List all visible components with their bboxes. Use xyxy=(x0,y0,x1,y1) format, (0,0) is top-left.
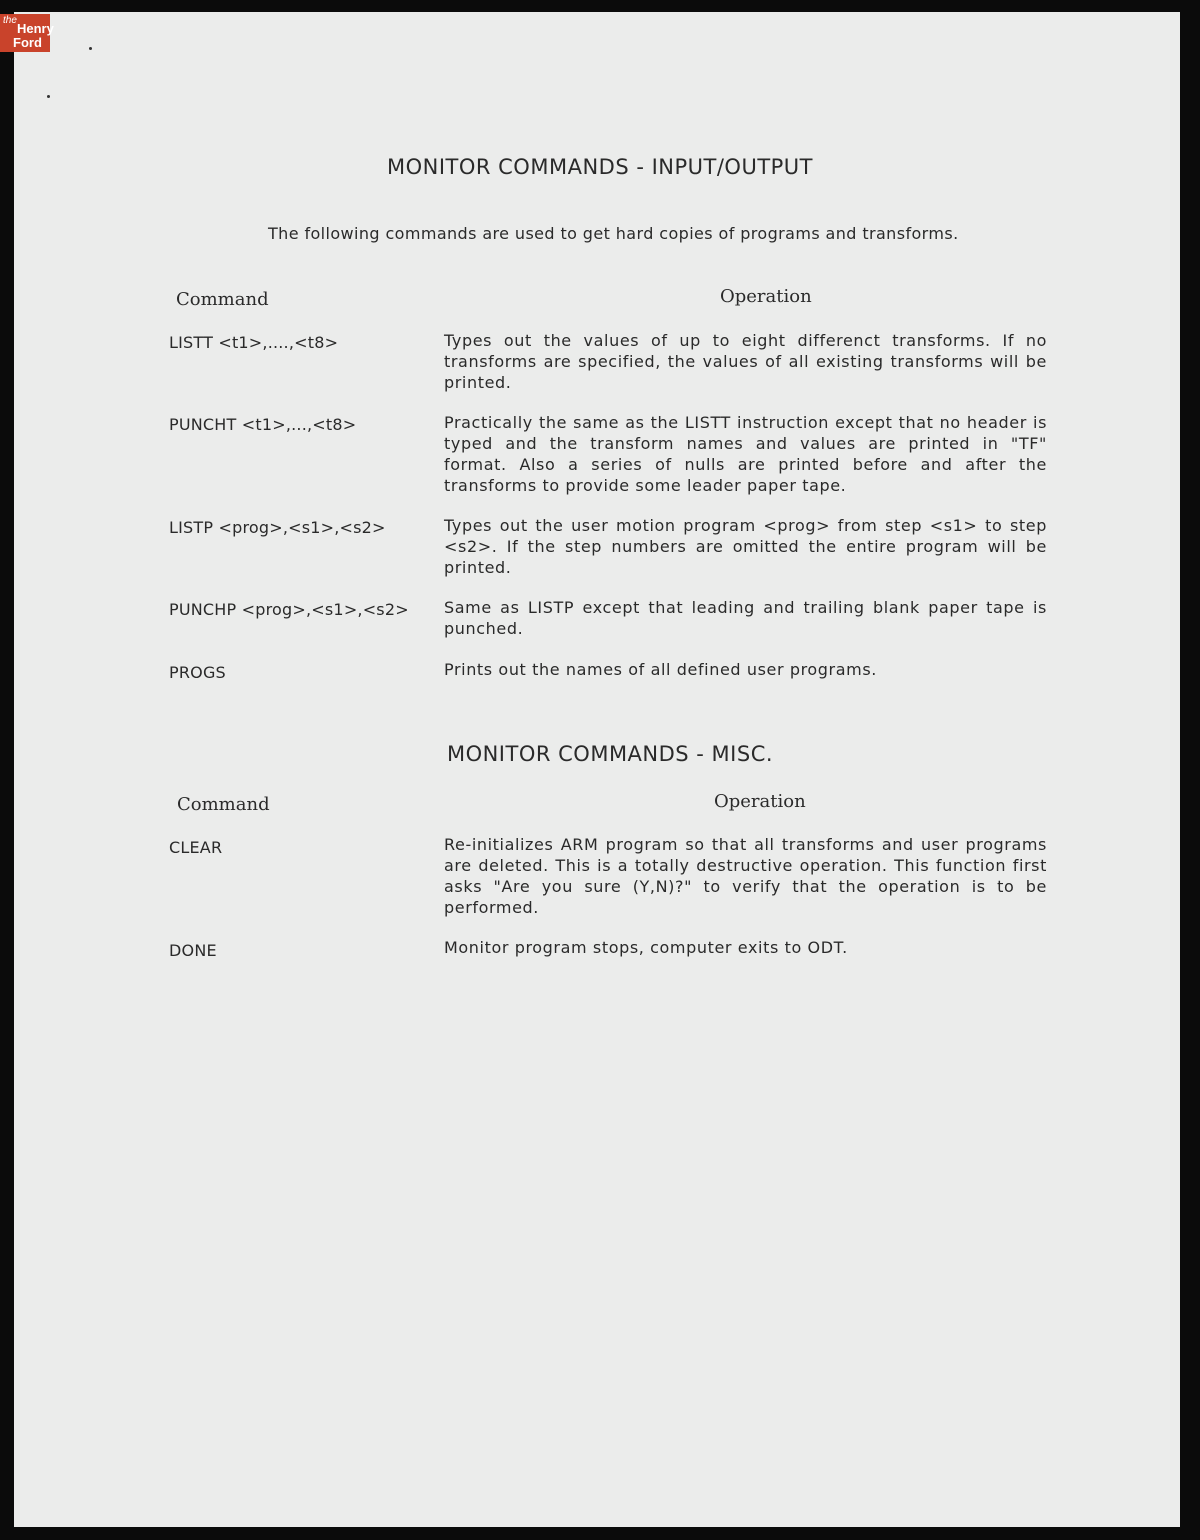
command-listp: LISTP <prog>,<s1>,<s2> xyxy=(169,518,386,537)
logo-henry: Henry xyxy=(17,21,54,36)
command-progs: PROGS xyxy=(169,663,226,682)
command-clear: CLEAR xyxy=(169,838,223,857)
operation-listt: Types out the values of up to eight differenct transforms. If no transforms are specified, the values of all existing transforms will be printed. xyxy=(444,331,1047,392)
operation-listp: Types out the user motion program <prog> from step <s1> to step <s2>. If the step numbers are omitted the entire program will be printed. xyxy=(444,516,1047,577)
paper-speck xyxy=(47,95,50,98)
henry-ford-logo xyxy=(0,14,54,52)
paper-speck xyxy=(89,47,92,50)
logo-ford: Ford xyxy=(13,35,42,50)
command-column-header-misc: Command xyxy=(177,794,270,815)
command-done: DONE xyxy=(169,941,217,960)
intro-text: The following commands are used to get hard copies of programs and transforms. xyxy=(268,224,959,243)
operation-column-header-misc: Operation xyxy=(714,791,806,812)
operation-progs: Prints out the names of all defined user programs. xyxy=(444,660,877,679)
command-column-header: Command xyxy=(176,289,269,310)
section-title-input-output: MONITOR COMMANDS - INPUT/OUTPUT xyxy=(386,155,814,179)
operation-punchp: Same as LISTP except that leading and trailing blank paper tape is punched. xyxy=(444,598,1047,638)
command-listt: LISTT <t1>,....,<t8> xyxy=(169,333,339,352)
command-punchp: PUNCHP <prog>,<s1>,<s2> xyxy=(169,600,409,619)
section-title-misc: MONITOR COMMANDS - MISC. xyxy=(446,742,774,766)
command-puncht: PUNCHT <t1>,...,<t8> xyxy=(169,415,357,434)
operation-column-header: Operation xyxy=(720,286,812,307)
logo-the: the xyxy=(3,15,17,26)
operation-clear: Re-initializes ARM program so that all transforms and user programs are deleted. This is a totally destructive operation. This function first asks "Are you sure (Y,N)?" to verify that the operation is to be performed. xyxy=(444,835,1047,917)
operation-puncht: Practically the same as the LISTT instruction except that no header is typed and the transform names and values are printed in "TF" format. Also a series of nulls are printed before and after the transforms to provide some leader paper tape. xyxy=(444,413,1047,495)
operation-done: Monitor program stops, computer exits to ODT. xyxy=(444,938,848,957)
